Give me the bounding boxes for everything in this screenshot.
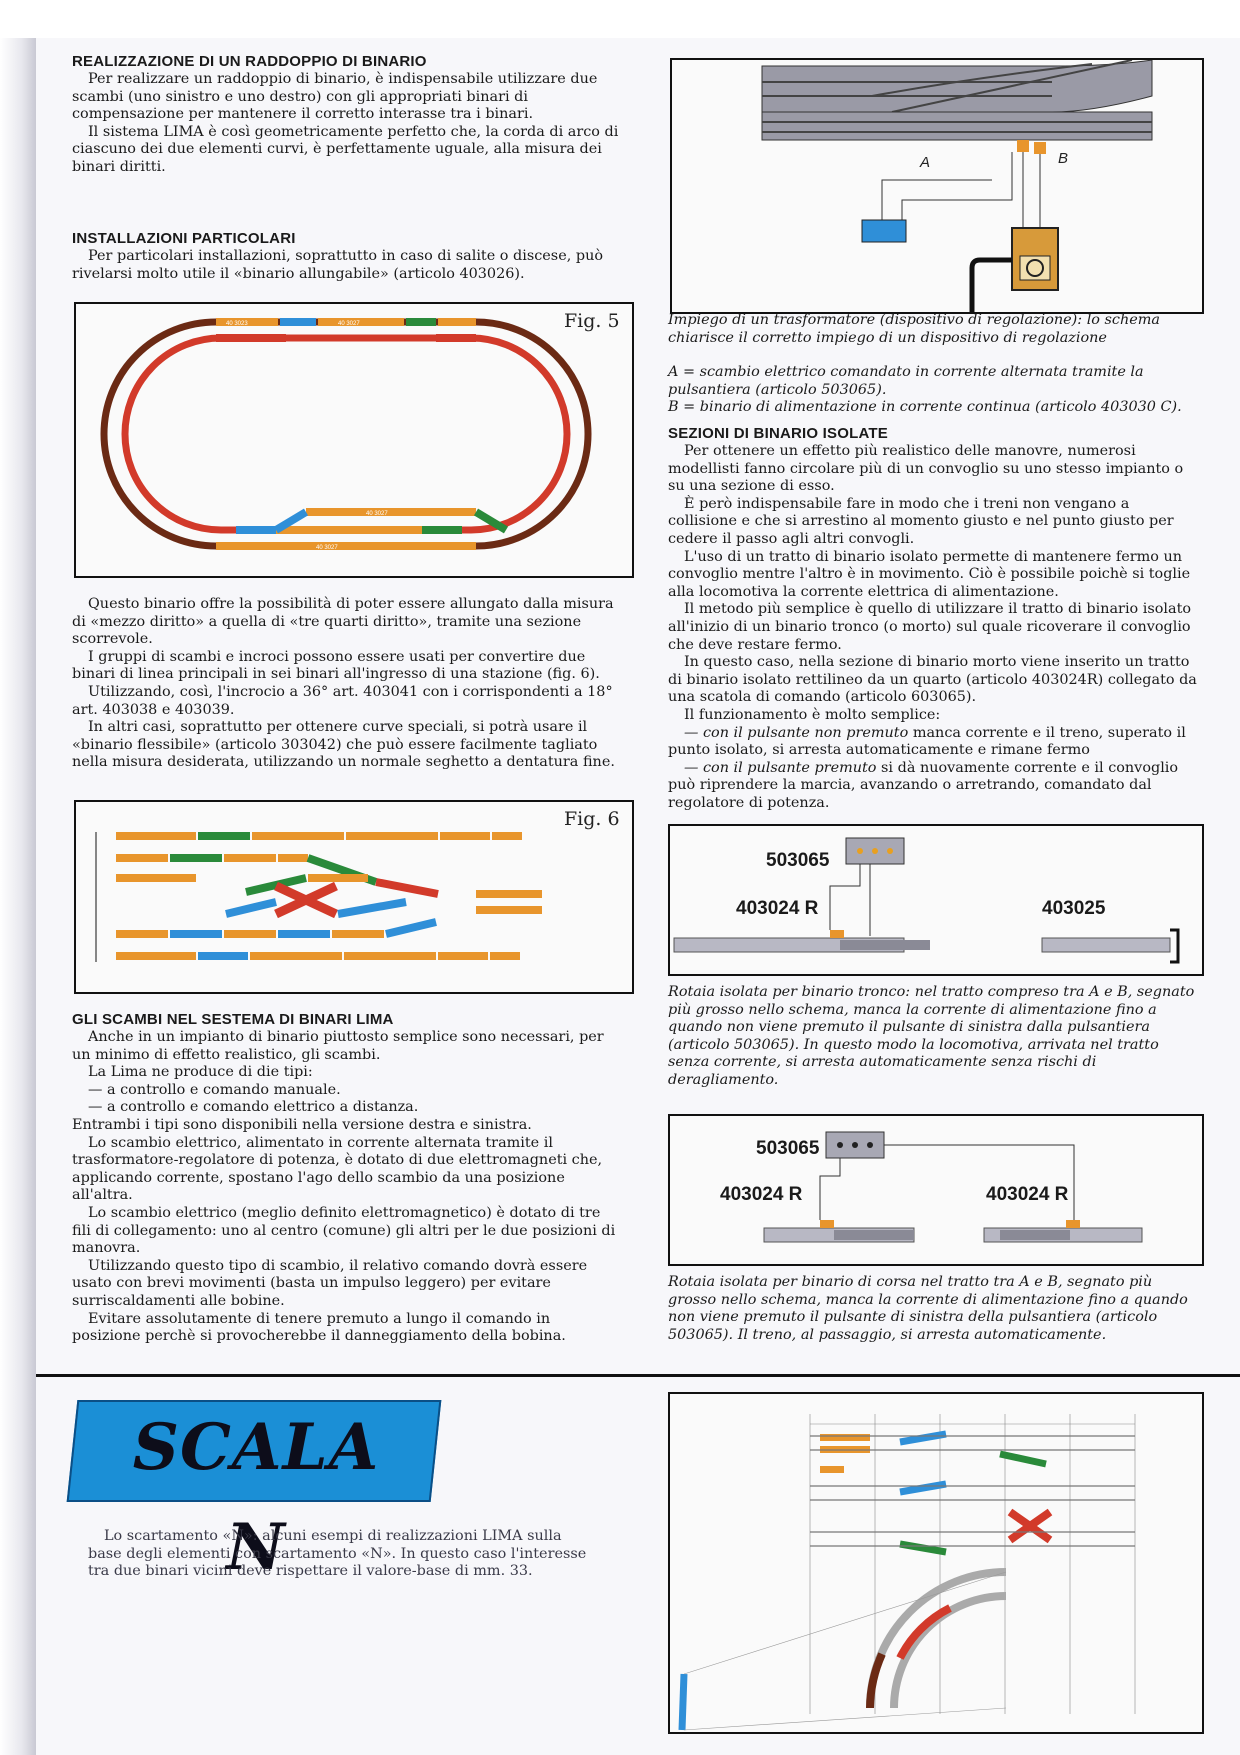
track-blue (236, 526, 276, 534)
paragraph: Per particolari installazioni, soprattutto in caso di salite o discese, può rivelarsi molto utile il «binario allungabile» (articolo 403026). (72, 248, 603, 282)
track-red (216, 334, 286, 342)
crossing-36 (276, 886, 336, 914)
inner-red-loop (125, 338, 567, 530)
track-blue (280, 318, 316, 326)
paragraph: La Lima ne produce di die tipi: (88, 1064, 313, 1081)
section-isolate (668, 424, 1200, 812)
paragraph: — a controllo e comando manuale. (88, 1081, 341, 1098)
paragraph: È però indispensabile fare in modo che i treni non vengano a collisione e che si arrestino al momento giusto e nel punto giusto per cedere il passo agli altri convogli. (668, 495, 1174, 547)
figure-running (668, 1114, 1204, 1266)
paragraph: Lo scambio elettrico, alimentato in corrente alternata tramite il trasformatore-regolatore di potenza, è dotato di due elettromagneti che, applicando corrente, spostano l'ago dello scambio da una posizione all'altra. (72, 1134, 603, 1204)
label-403024r: 403024 R (736, 898, 819, 919)
controller-503065 (862, 220, 906, 242)
figure-transformer (670, 58, 1204, 314)
label-503065: 503065 (766, 850, 830, 871)
track-red (436, 334, 476, 342)
paragraph: Questo binario offre la possibilità di poter essere allungato dalla misura di «mezzo diritto» a quella di «tre quarti diritto», tramite una sezione scorrevole. (72, 596, 614, 648)
paragraph: L'uso di un tratto di binario isolato permette di mantenere fermo un convoglio mentre l'altro è in movimento. Ciò è possibile poichè si toglie alla locomotiva la corrente elettrica di alimentazione. (668, 548, 1191, 600)
paragraph: Evitare assolutamente di tenere premuto a lungo il comando in posizione perchè si provocherebbe il danneggiamento della bobina. (72, 1310, 566, 1345)
paragraph: Utilizzando questo tipo di scambio, il relativo comando dovrà essere usato con brevi movimenti (basta un impulso leggero) per evitare surriscaldamenti alle bobine. (72, 1257, 588, 1309)
svg-text:40 3027: 40 3027 (316, 545, 338, 551)
label-503065: 503065 (756, 1138, 820, 1159)
label-403024r-left: 403024 R (720, 1184, 803, 1205)
paragraph: Per realizzare un raddoppio di binario, è indispensabile utilizzare due scambi (uno sinistro e uno destro) con gli appropriati binari di compensazione per mantenere il corretto interasse tra i binari. (72, 71, 598, 123)
note-a: A = scambio elettrico comandato in corrente alternata tramite la pulsantiera (articolo 503065). (668, 364, 1144, 398)
fig5-oval-layout (76, 304, 632, 576)
scala-n-layout (670, 1394, 1202, 1732)
section-scambi (72, 1010, 620, 1346)
paragraph: Utilizzando, così, l'incrocio a 36° art. 403041 con i corrispondenti a 18° art. 403038 e 403039. (72, 683, 613, 718)
paragraph: Anche in un impianto di binario piuttosto semplice sono necessari, per un minimo di effetto realistico, gli scambi. (72, 1029, 604, 1063)
fig6-label: Fig. 6 (564, 808, 620, 830)
paragraph: In altri casi, soprattutto per ottenere curve speciali, si potrà usare il «binario flessibile» (articolo 303042) che può essere facilmente tagliato nella misura desiderata, utilizzando un normale seghetto a dentatura fine. (72, 719, 615, 771)
label-b: B (1058, 150, 1069, 167)
svg-text:40 3027: 40 3027 (338, 321, 360, 327)
paragraph: In questo caso, nella sezione di binario morto viene inserito un tratto di binario isolato rettilineo da un quarto (articolo 403024R) collegato da una scatola di comando (articolo 603065). (668, 654, 1197, 706)
section-allungabile (72, 596, 620, 772)
note-b: B = binario di alimentazione in corrente continua (articolo 403030 C). (668, 399, 1182, 416)
paragraph: Per ottenere un effetto più realistico delle manovre, numerosi modellisti fanno circolare più di un convoglio su uno stesso impianto o su una sezione di esso. (668, 443, 1184, 495)
paragraph: Il metodo più semplice è quello di utilizzare il tratto di binario isolato all'inizio di un binario tronco (o morto) sul quale ricoverare il convoglio che deve restare fermo. (668, 601, 1192, 653)
heading-scambi: GLI SCAMBI NEL SESTEMA DI BINARI LIMA (72, 1011, 394, 1028)
paragraph: Entrambi i tipi sono disponibili nella versione destra e sinistra. (72, 1116, 532, 1133)
page-spine (0, 38, 36, 1755)
caption-dead-end: Rotaia isolata per binario tronco: nel tratto compreso tra A e B, segnato più grosso nello schema, manca la corrente di alimentazione fino a quando non viene premuto il pulsante di sinistra dalla pulsantiera (articolo 503065). In questo modo la locomotiva, arrivata nel tratto senza corrente, si arresta automaticamente senza rischi di deragliamento. (668, 984, 1195, 1088)
figure-scala-n (668, 1392, 1204, 1734)
transformer-diagram (672, 60, 1202, 312)
paragraph: I gruppi di scambi e incroci possono essere usati per convertire due binari di linea principali in sei binari all'ingresso di una stazione (fig. 6). (72, 648, 600, 683)
track-orange (216, 542, 476, 550)
section-installazioni (72, 229, 620, 283)
caption-transformer (668, 312, 1200, 347)
paragraph: Il funzionamento è molto semplice: (684, 706, 941, 723)
track-orange (438, 318, 476, 326)
heading-isolate: SEZIONI DI BINARIO ISOLATE (668, 425, 888, 442)
caption-running: Rotaia isolata per binario di corsa nel tratto tra A e B, segnato più grosso nello schema, manca la corrente di alimentazione fino a quando non viene premuto il pulsante di sinistra della pulsantiera (articolo 503065). Il treno, al passaggio, si arresta automaticamente. (668, 1274, 1188, 1343)
scala-n-text: Lo scartamento «N»: alcuni esempi di realizzazioni LIMA sulla base degli elementi con scartamento «N». In questo caso l'interesse tra due binari vicini deve rispettare il valore-base di mm. 33. (88, 1528, 587, 1580)
svg-text:40 3027: 40 3027 (366, 511, 388, 517)
paragraph: — a controllo e comando elettrico a distanza. (88, 1099, 419, 1116)
track-green (422, 526, 462, 534)
paragraph: Lo scambio elettrico (meglio definito elettromagnetico) è dotato di tre fili di collegamento: uno al centro (comune) gli altri per le due posizioni di manovra. (72, 1204, 616, 1257)
paragraph: Il sistema LIMA è così geometricamente perfetto che, la corda di arco di ciascuno dei due elementi curvi, è perfettamente uguale, alla misura dei binari diritti. (72, 123, 619, 175)
track-orange (318, 318, 404, 326)
figure-6 (74, 800, 634, 994)
track-green (406, 318, 436, 326)
label-403025: 403025 (1042, 898, 1106, 919)
figure-5 (74, 302, 634, 578)
label-403024r-right: 403024 R (986, 1184, 1069, 1205)
track-orange (306, 508, 476, 516)
svg-text:40 3023: 40 3023 (226, 321, 248, 327)
label-a: A (920, 154, 931, 171)
figure-dead-end (668, 824, 1204, 976)
fig5-label: Fig. 5 (564, 310, 620, 332)
scala-n-title: SCALA N (132, 1410, 380, 1585)
heading-raddoppio: REALIZZAZIONE DI UN RADDOPPIO DI BINARIO (72, 53, 427, 70)
paragraph: — con il pulsante premuto si dà nuovamente corrente e il convoglio può riprendere la marcia, avanzando o arretrando, comandato dal regolatore di potenza. (668, 759, 1179, 811)
caption-text: Impiego di un trasformatore (dispositivo di regolazione): lo schema chiarisce il corretto impiego di un dispositivo di regolazione (668, 312, 1160, 346)
paragraph: — con il pulsante non premuto manca corrente e il treno, superato il punto isolato, si arresta automaticamente e rimane fermo (668, 724, 1186, 759)
track-orange (276, 526, 422, 534)
section-raddoppio (72, 52, 620, 177)
fig6-station-layout (76, 802, 632, 992)
heading-installazioni: INSTALLAZIONI PARTICOLARI (72, 230, 296, 247)
section-divider (36, 1374, 1240, 1377)
notes-transformer (668, 364, 1200, 417)
